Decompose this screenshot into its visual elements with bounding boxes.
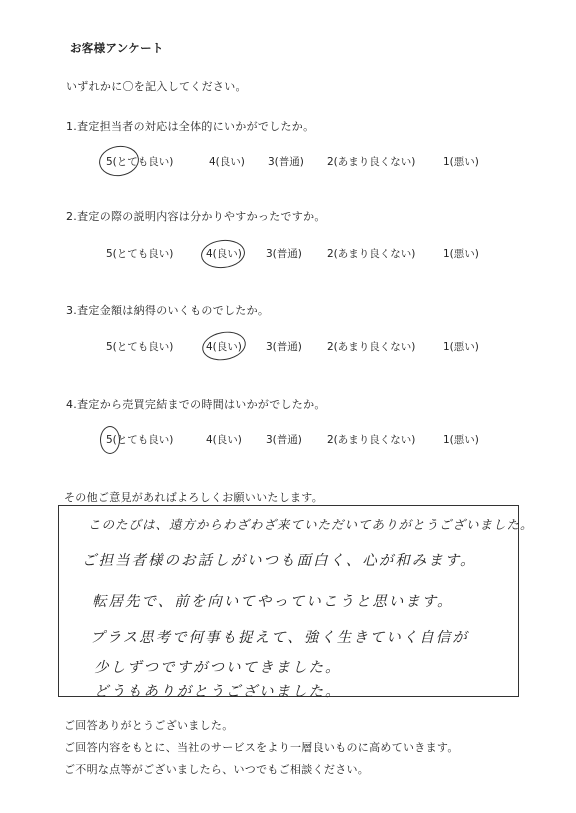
q1-option-3[interactable]: 3(普通) [268,156,304,168]
selection-circle [200,328,248,363]
selection-circle [100,426,120,454]
q4-option-1[interactable]: 1(悪い) [443,434,479,446]
comments-prompt: その他ご意見があればよろしくお願いいたします。 [64,491,324,504]
q3-option-5[interactable]: 5(とても良い) [106,341,174,353]
q1-option-1[interactable]: 1(悪い) [443,156,479,168]
survey-title: お客様アンケート [70,41,164,55]
selection-circle [200,238,247,270]
q4-option-3[interactable]: 3(普通) [266,434,302,446]
q2-option-2[interactable]: 2(あまり良くない) [327,248,416,260]
comment-line-1: このたびは、遠方からわざわざ来ていただいてありがとうございました。 [88,517,534,532]
selection-circle [97,143,141,178]
q1-option-2[interactable]: 2(あまり良くない) [327,156,416,168]
q3-option-4[interactable]: 4(良い) [206,341,242,353]
footer-line-3: ご不明な点等がございましたら、いつでもご相談ください。 [64,763,370,776]
q4-option-2[interactable]: 2(あまり良くない) [327,434,416,446]
comment-line-4: プラス思考で何事も捉えて、強く生きていく自信が [90,630,469,646]
q4-option-5[interactable]: 5(とても良い) [106,434,174,446]
instruction-text: いずれかに〇を記入してください。 [66,80,247,93]
q4-option-4[interactable]: 4(良い) [206,434,242,446]
footer-line-1: ご回答ありがとうございました。 [64,719,234,732]
q3-option-3[interactable]: 3(普通) [266,341,302,353]
comment-line-6: どうもありがとうございました。 [94,684,342,700]
question-1: 1.査定担当者の対応は全体的にいかがでしたか。 [66,120,315,133]
footer-line-2: ご回答内容をもとに、当社のサービスをより一層良いものに高めていきます。 [64,741,459,754]
q3-option-1[interactable]: 1(悪い) [443,341,479,353]
comment-line-5: 少しずつですがついてきました。 [94,660,342,676]
q2-option-1[interactable]: 1(悪い) [443,248,479,260]
q2-option-3[interactable]: 3(普通) [266,248,302,260]
question-3: 3.査定金額は納得のいくものでしたか。 [66,304,270,317]
q1-option-4[interactable]: 4(良い) [209,156,245,168]
comment-line-2: ご担当者様のお話しがいつも面白く、心が和みます。 [82,553,477,569]
q2-option-5[interactable]: 5(とても良い) [106,248,174,260]
comment-line-3: 転居先で、前を向いてやっていこうと思います。 [92,594,454,610]
q1-option-5[interactable]: 5(とても良い) [106,156,174,168]
question-4: 4.査定から売買完結までの時間はいかがでしたか。 [66,398,326,411]
q3-option-2[interactable]: 2(あまり良くない) [327,341,416,353]
q2-option-4[interactable]: 4(良い) [206,248,242,260]
question-2: 2.査定の際の説明内容は分かりやすかったですか。 [66,210,326,223]
